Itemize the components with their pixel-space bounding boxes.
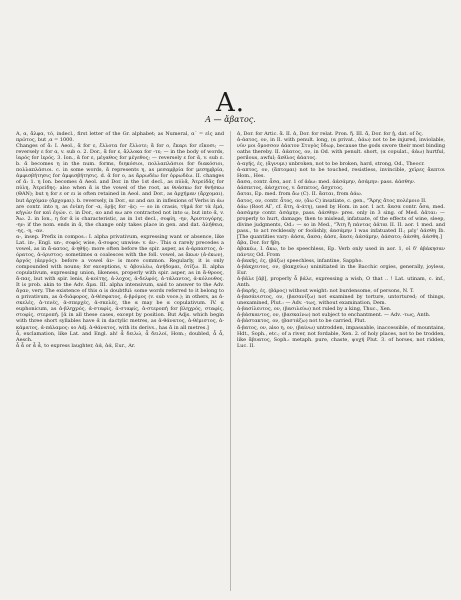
- entry-paragraph: A, α, ἄλφα, τό, indecl., first letter of the Gr. alphabet; as Numeral, α΄ = εἷς and πρῶτος, but ,α = 1000.: [16, 131, 224, 144]
- entry-paragraph: ἀ-βασίλευτος, ον, (βασιλεύω) not ruled by a king, Thuc., Xen.: [237, 306, 392, 313]
- section-letter: A.: [215, 88, 246, 118]
- entry-paragraph: ἀ-βακής, ές, (βάζω) speechless, infantine, Sappho.: [237, 257, 363, 264]
- entry-paragraph: α-, insep. Prefix in compos.: I. alpha privativum, expressing want or absence, like Lat. in-, Engl. un-, σοφός wise, ἄ-σοφος unwise: v. ἀν-. This α rarely precedes a vowel, as in ἄ-αατος, ἀ-ηθής: more often before the spir. asper, as ἀ-άρπαστος, ἀ-όρατος, ἀ-όριστος: sometimes α coalesces with the foll. vowel, as ἄκων (ἀ-έκων), ἀργός (ἀεργός): before a vowel ἀν- is more common. Regularly, it is only compounded with nouns; for exceptions, v. ἀβουλέω, ἀνήδομαι, ὀτίζω. II. alpha copulativum, expressing union, likeness, properly with spir. asper, as in ἅ-θροος, ἅ-πας, but with spir. lenis, ἀ-κοίτης, ἀ-λοχος, ἀ-δελφός, ἀ-τάλαντος, ἀ-κόλουθος. It is prob. akin to the Adv. ἅμα. III. alpha intensivum, said to answer to the Adv. ἄγαν, very. The existence of this α is doubtful: some words referred to it belong to α privativum, as ἀ-διάφορος, ἀ-θέσφατος, ἀ-βρόμος (v. sub voce.); in others, as ἀ-σκελές, ἀ-τενές, ἀ-σπερχές, ἀ-σκελές, the α may be α copulativum. IV. α euphonicum, as ἀ-βληχρός, ἀ-σταφίς, ἀ-σταφίς, ἀ-στεροπή for βληχρός, σταφίς, στοφίς, στεροπή. [ἀ in all these cases, except by position. But Adjs. which begin with three short syllables have ᾱ in dactylic metres, as ἀ-θάνατος, ἀ-θέμιστος, ἀ-κάματος, ἀ-πάλαμος: so Adj. ἀ-θάνατος, with its derivs., has ᾱ in all metres.]: [16, 233, 224, 331]
- entry-paragraph: ἀ-βᾶλε [ᾰβ], properly ἆ βάλε, expressing a wish, O that .. ! Lat. utinam, c. inf., Anth.: [237, 276, 445, 289]
- entry-paragraph: ἄαται, Ep. med. from ἄω (C). II. ἄαται, from ἀάω.: [237, 191, 363, 198]
- entry-paragraph: ἀ-απτος, ον, (ἅπτομαι) not to be touched, resistless, invincible, χεῖρες ἄαπτοι Hom., Hes.: [237, 167, 445, 180]
- entry-paragraph: ἄ-βατος, ον, also η, ον, (βαίνω) untrodden, impassable, inaccessible, of mountains, Hdt., Soph., etc.; of a river, not fordable, Xen. 2. of holy places, not to be trodden, like ἄβυατος, Soph.: metaph. pure, chaste, ψυχή Plut. 3. of horses, not ridden, Luc. II.: [237, 324, 445, 349]
- entry-paragraph: Changes of ἄ: I. Aeol., ἄ for ε, ἔλλοτα for ἔλλοτε; ἄ for ο, ἔκαρι for εἴκοσι; — reversely ε for α, v. sub ο. 2. Dor., ἄ for ε, ἄλλοκα for -τε; — in the body of words, ἱαρός for ἱερός. 3. Ion., ᾱ for ε, μέγαθος for μέγεθος; — reversely ε for ᾱ, v. sub ε. b. ᾱ becomes η in the num. forms, διηκόσιοι, πολλαπλάσιοι for διακόσιοι, πολλαπλάσιοι. c. in some words, ᾱ represents η, as μεσαμβρία for μεσημβρία, ἀμφισβήτησις for ἀμφισβήτησις. d. ᾱ for ο, as ἄρρωδέω for ὀρρωδέω. II. changes of ᾱ: 1. η Ion. becomes ᾱ Aeol. and Dor. in the 1st decl., as πύλᾱ, Ἀτρείδᾱς for πύλη, Ἀτρείδης: also when ᾱ is the vowel of the root, as θνάσκω for θνήσκω (ΘΑΝ); but η for ε or ει is often retained in Aeol. and Dor., as ἀρχήμαν (ἄρχομαι), but ἀρχόμαν (ἄρχομαι). b. reversely, in Dor., αε and αει in inflexions of Verbs in άω are contr. into η, as ἐνίκη for -α, ὁρῇς for -ᾷς: — so in crasis, τἠμά for τὰ ἐμά, κἠγών for καὶ ἐγών. c. in Dor., αο and αω are contracted not into ω, but into ᾱ, v. Ἄω. 2. in Ion., η for ᾱ is characteristic, as in 1st decl., σοφίη, -ην, Ἀριστογόρης, -ην: if the nom. ends in ᾱ, the change only takes place in gen. and dat. ἀλήθεια, -ης, -η, -αν.: [16, 143, 224, 234]
- entry-paragraph: ἀ-βάσκαντος, ον, (βασκαίνω) not subject to enchantment. — Adv. -τως, Anth.: [237, 312, 431, 319]
- entry-paragraph: ἄβα, Dor. for ἥβη.: [237, 239, 281, 246]
- right-column: [237, 131, 445, 593]
- entry-paragraph: ἀάσπετος, ἀάσχετος, v. ἄσπετος, ἄσχετος.: [237, 185, 344, 192]
- running-head: A — ἄβατος.: [205, 115, 256, 124]
- entry-paragraph: ἆ ἆ or ἆ ἆ, to express laughter, ἀά, ἀά, Eur., Ar.: [16, 342, 136, 349]
- entry-paragraph: ἆ, exclamation, like Lat. and Engl. ah! ἆ δειλώ, ἆ δειλοί, Hom.; doubled, ἆ ἆ, Aesch.: [16, 330, 224, 343]
- entry-paragraph: ἀ-βαρής, ές, (βάρος) without weight: not burdensome, of persons, N. T.: [237, 288, 415, 295]
- column-divider: [230, 131, 231, 591]
- entry-paragraph: ἆ, Dor. for Artic. ἅ. II. ἆ, Dor. for relat. Pron. ἥ. III. ἅ, Dor. for ᾗ, dat. of ὅς.: [237, 131, 424, 137]
- entry-paragraph: ἀ-αγής, ές, (ἄγνυμι) unbroken, not to be broken, hard, strong, Od., Theocr.: [237, 161, 425, 168]
- left-column: [16, 131, 224, 593]
- entry-paragraph: ἀ-άατος, ον, in Il. with penult. long, (α privat., ἀάω) not to be injured, inviolable, νῦν μοι ὄμοσσον ἀάατον Στυγὸς ὕδωρ, because the gods swore their most binding oaths thereby. II. ἀάατος, ον, in Od. with penult. short, (α copulat., ἀάω) hurtful, perilous, awful; ἄεθλος ἀάατος.: [237, 137, 445, 162]
- entry-paragraph: ἀ-βάκχευτος, ον, (βακχεύω) uninitiated in the Bacchic orgies, generally, joyless, Eur.: [237, 264, 445, 277]
- entry-paragraph: ἄατος, ον, contr. ἆτος, ον, (ἄω C) insatiate, c. gen., "Ἄρης ἄτος πολέμοιο II.: [237, 197, 427, 204]
- entry-paragraph: ἄασα, contr. ἆσα, aor. 1 of ἀάω: med. ἀάσάμην, ἀσάμην: pass. ἀάσθην.: [237, 179, 416, 186]
- entry-paragraph: ἀάω (Root ΑΓ, cf. ἄτη, ἀ-άτη), used by Hom. in aor. 1 act. ἄασα contr. ἆσα, med. ἀασάμην contr. ἀσάμην, pass. ἀάσθην: pres. only in 3 sing. of Med. ἀᾶται: — properly to hurt, damage; then to mislead, infatuate, of the effects of wine, sleep, divine judgments, Od.: — so in Med., "Ἄτη ἣ πάντας ἀᾶται II. II. aor. 1 med. and pass., to act recklessly or foolishly, ἀασάμην I was infatuated II.; μέγ' ἀάσθη Ib. [The quantities vary: ἀάσα, ἄασα; ἀάσε, ἄασε; ἀάσάμην, ἀάσατο; ἀάσθη, ἀάσθη.]: [237, 203, 445, 240]
- entry-paragraph: ἀβακέω, I. ἄκω, to be speechless, Ep. Verb only used in aor. 1, οἱ δ' ἀβάκησαν πάντες Od. From: [237, 245, 445, 258]
- entry-paragraph: ἀ-βάστακτος, ον, (βαστάζω) not to be carried, Plut.: [237, 318, 366, 325]
- entry-paragraph: ἀ-βασάνιστος, ον, (βασανίζω) not examined by torture, untortured; of things, unexamined, Plut.: — Adv. -τως, without examination, Dem.: [237, 294, 445, 307]
